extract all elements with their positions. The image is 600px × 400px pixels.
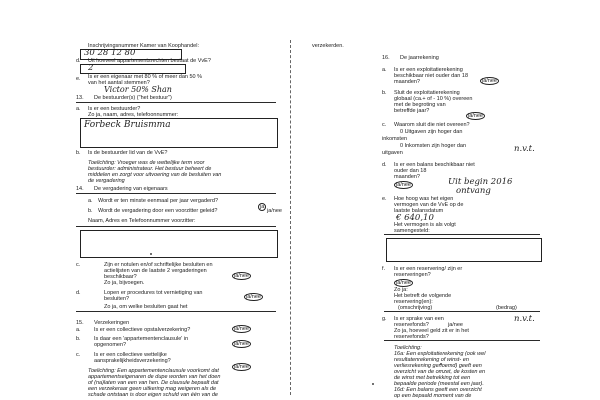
item-16c-handwritten: n.v.t. [514,144,535,154]
item-16-title: De jaarrekening [400,55,439,61]
item-f-question-1: Is er een reservering/ zijn er [394,266,463,272]
item-c-question-2: actielijsten van de laatste 2 vergaderingen [104,268,207,274]
reservering-bedrag-header: (bedrag) [496,305,517,311]
item-16a-question-3: maanden? [394,79,420,85]
item-16e-sub-2: samengesteld: [394,228,430,234]
item-f-question-2: reserveringen? [394,272,431,278]
item-f-answer[interactable]: ja/nee [396,280,411,286]
item-16c-option-1[interactable]: 0 Uitgaven zijn hoger dan [400,129,463,135]
item-15c-question-2: aansprakelijkheidsverzekering? [94,358,171,364]
item-15b-answer[interactable]: ja/nee [234,341,249,347]
toelichting-2-line-5: schade ontstaan is door eigen schuld van één van de [88,392,218,398]
item-g-question-2: reservefonds? [394,322,429,328]
kvk-heading: Inschrijvingsnummer Kamer van Koophandel: [88,43,199,49]
toelichting-2-line-4: een verzekeraar geen uitkering mag weigeren als de [88,386,217,392]
item-16a-label: a. [382,67,387,73]
item-16d-answer[interactable]: ja/nee [396,182,411,188]
item-g-handwritten: n.v.t. [514,314,535,324]
toelichting-2-line-1: Toelichting: Een appartementenclausule voorkomt dat [88,368,219,374]
item-13b-label: b. [76,150,81,156]
item-16b-question-2: globaal (ca.+ of - 10 %) overeen [394,96,473,102]
item-d2-question-2: besluiten? [104,296,130,302]
item-16a-question-2: beschikbaar niet ouder dan 18 [394,73,468,79]
item-d2-answer[interactable]: ja/nee [246,294,261,300]
divider [76,193,276,194]
toelichting-2-line-2: appartementseigenaren de dupe worden van het doen [88,374,221,380]
item-16b-question-3: met de begroting van [394,102,446,108]
item-14-label: 14. [76,186,84,192]
item-16d-label: d. [382,162,387,168]
toelichting-3-line-3: verliesrekening genoemd) geeft een [394,363,482,369]
toelichting-3-line-5: de winst met betrekking tot een [394,375,471,381]
item-15-label: 15. [76,320,84,326]
item-c-question-1: Zijn er notulen en/of schriftelijke besluiten en [104,262,213,268]
item-15-title: Verzekeringen [94,320,130,326]
item-16c-label: c. [382,122,387,128]
item-13a-label: a. [76,106,81,112]
item-d2-question-1: Lopen er procedures tot vernietiging van [104,290,203,296]
item-d2-sub: Zo ja, om welke besluiten gaat het [104,304,188,310]
divider [76,102,276,103]
item-14a-question: Wordt er ten minste eenmaal per jaar vergaderd? [98,198,219,204]
toelichting-1-line-3: middelen en zorgt voor uitvoering van de besluiten van [88,172,222,178]
item-e-label: e. [76,76,81,82]
item-e-answer: Victor 50% Shan [104,85,172,94]
scan-speck [150,253,152,255]
toelichting-3-line-7: 16d: Een balans geeft een overzicht [394,387,482,393]
item-16e-question-3: laatste balansdatum [394,208,444,214]
item-16b-label: b. [382,90,387,96]
item-15c-question-1: Is er een collectieve wettelijke [94,352,167,358]
item-13a-question: Is er een bestuurder? [88,106,141,112]
toelichting-3-heading: Toelichting: [394,345,422,351]
toelichting-3-line-4: overzicht van de omzet, de kosten en [394,369,486,375]
reservering-omschrijving-header: (omschrijving) [398,305,433,311]
item-16e-question-2: vermogen van de VvE op de [394,202,464,208]
item-16e-question-1: Hoe hoog was het eigen [394,196,454,202]
item-16e-sub-1: Het vermogen is als volgt [394,222,456,228]
vermogen-box [386,238,542,262]
item-f-question-4: reservering(en): [394,299,433,305]
item-c-question-3: beschikbaar? [104,274,137,280]
item-16a-question-1: Is er een exploitatierekening [394,67,463,73]
bestuurder-name: Forbeck Bruismma [84,120,171,130]
item-d-box [80,64,186,74]
toelichting-2-line-3: of (na)laten van een van hen. De clausule bepaalt dat [88,380,219,386]
item-g-question-1: Is er sprake van een [394,316,444,322]
item-15b-label: b. [76,336,81,342]
scan-speck [372,383,374,385]
item-15a-question: Is er een collectieve opstalverzekering? [94,327,191,333]
item-13b-question: Is de bestuurder lid van de VvE? [88,150,168,156]
item-13-title: De bestuurder(s) ("het bestuur") [94,95,172,101]
item-d-question: Uit hoeveel appartementsrechten bestaat de VvE? [88,58,211,64]
item-16c-option-2-cont: uitgaven [382,150,403,156]
item-f-question-3: Het betreft de volgende [394,293,452,299]
item-16d-question-1: Is er een balans beschikbaar niet [394,162,475,168]
item-g-sub-1: Zo ja, hoeveel geld zit er in het [394,328,469,334]
item-16d-handwritten-2: ontvang [456,186,491,196]
continued-text: verzekerden. [312,43,344,49]
item-16d-handwritten-1: Uit begin 2016 [448,177,513,187]
item-14b-question: Wordt de vergadering door een voorzitter geleid? [98,208,218,214]
toelichting-3-line-2: resultatenrekening of winst- en [394,357,469,363]
item-15b-question-1: Is daar een 'appartementenclausule' in [94,336,189,342]
toelichting-3-line-1: 16a: Een exploitatierekening (ook wel [394,351,486,357]
item-15b-question-2: opgenomen? [94,342,127,348]
item-16c-option-2[interactable]: 0 Inkomsten zijn hoger dan [400,143,467,149]
column-separator [290,40,291,395]
item-f-label: f. [382,266,386,272]
item-13a-sub: Zo ja, naam, adres, telefoonnummer: [88,112,179,118]
item-14a-answer-ja[interactable]: ja [260,204,265,210]
item-16d-question-2: ouder dan 18 [394,168,427,174]
item-c-answer[interactable]: ja/nee [234,273,249,279]
kvk-number: 30 28 12 80 [84,48,136,58]
toelichting-1-line-4: de vergadering [88,178,125,184]
divider [76,226,276,227]
voorzitter-heading: Naam, Adres en Telefoonnummer voorzitter: [88,218,196,224]
item-15a-label: a. [76,327,81,333]
item-c-label: c. [76,262,81,268]
toelichting-3-line-8: op een bepaald moment van de [394,393,472,399]
eigen-vermogen-value: € 640,10 [396,213,434,223]
item-13-label: 13. [76,95,84,101]
toelichting-1-line-1: Toelichting: Vroeger was de wettelijke term voor [88,160,205,166]
divider [76,311,276,312]
item-16b-question-4: betreffde jaar? [394,108,430,114]
item-16c-option-1-cont: inkomsten [382,136,408,142]
item-d-label: d. [76,58,81,64]
item-15a-answer[interactable]: ja/nee [234,326,249,332]
toelichting-1-line-2: bestuurder: administrateur. Het bestuur beheert de [88,166,212,172]
item-f-zo-ja: Zo ja: [394,287,408,293]
item-d2-label: d. [76,290,81,296]
divider [384,340,540,341]
divider [384,311,540,312]
item-e-question-1: Is er een eigenaar met 80 % of meer dan 50 % [88,74,203,80]
item-14b-label: b. [88,208,93,214]
item-16b-answer[interactable]: ja/nee [468,113,483,119]
item-16b-question-1: Sluit de exploitatierekening [394,90,460,96]
item-g-sub-2: reservefonds? [394,334,429,340]
item-16e-label: e. [382,196,387,202]
item-14-title: De vergadering van eigenaars [94,186,168,192]
voorzitter-box [80,230,278,258]
item-16-label: 16. [382,55,390,61]
divider [384,234,540,235]
item-15c-answer[interactable]: ja/nee [234,364,249,370]
item-d-answer: 2 [88,63,94,73]
toelichting-3-line-6: bepaalde periode (meestal een jaar). [394,381,484,387]
item-16c-question: Waarom sluit die niet overeen? [394,122,470,128]
item-g-answer[interactable]: ja/nee [448,322,463,328]
item-15c-label: c. [76,352,81,358]
item-g-label: g. [382,316,387,322]
item-14b-answer[interactable]: ja/nee [267,208,282,214]
item-14a-label: a. [88,198,93,204]
item-c-note: Zo ja, bijvoegen. [104,280,145,286]
item-e-question-2: van het aantal stemmen? [88,80,150,86]
item-16d-question-3: maanden? [394,174,420,180]
item-16a-answer[interactable]: ja/nee [482,78,497,84]
